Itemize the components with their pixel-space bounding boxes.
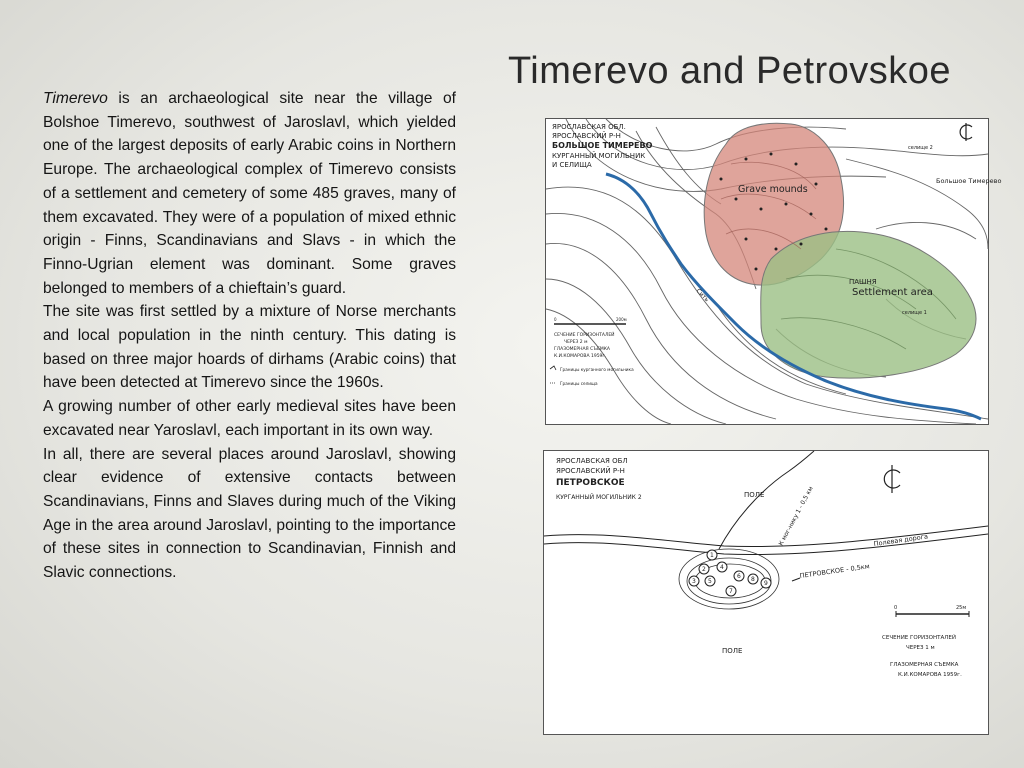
- mound-8: [748, 574, 758, 584]
- header-line-1: ЯРОСЛАВСКАЯ ОБЛ.: [552, 123, 626, 131]
- slide-title: Timerevo and Petrovskoe: [508, 50, 952, 92]
- svg-text:0: 0: [554, 317, 557, 322]
- mound-6: [734, 571, 744, 581]
- scale2-label: 25м: [956, 605, 967, 611]
- legend2-line-2: ЧЕРЕЗ 1 м: [906, 645, 935, 651]
- timerevo-legend: [550, 317, 634, 386]
- road-label: Полевая дорога: [873, 532, 929, 548]
- paragraph-4: In all, there are several places around Jaroslavl, showing clear evidence of extensive contacts between Scandinavians, Finns and Slaves during much of the Viking Age in the area around Jaroslavl, pointing to the importance of these sites in connection to Scandinavian, Finnish and Slavic connections.: [43, 445, 456, 582]
- timerevo-map: [545, 118, 1002, 425]
- petrovskoe-map: [543, 450, 989, 735]
- north-arrow-icon: [960, 123, 972, 141]
- petrovskoe-scale: [894, 605, 969, 617]
- legend-line-1: СЕЧЕНИЕ ГОРИЗОНТАЛЕЙ: [554, 333, 615, 338]
- river-label: Сить: [694, 287, 711, 304]
- mound-5: [705, 576, 715, 586]
- legend-line-4: К.И.КОМАРОВА 1959г.: [554, 354, 607, 359]
- mound-group: [689, 550, 771, 596]
- svg-text:5: 5: [708, 578, 712, 585]
- petrovskoe-legend: [882, 634, 962, 678]
- paragraph-2: The site was first settled by a mixture of Norse merchants and local population in the ninth century. This dating is based on three major hoards of dirhams (Arabic coins) that have been detected at Timerevo since the 1960s.: [43, 303, 456, 392]
- header-line-2: ЯРОСЛАВСКИЙ Р-Н: [552, 132, 621, 140]
- header-line-4: КУРГАННЫЙ МОГИЛЬНИК: [552, 152, 646, 160]
- scale2-zero: 0: [894, 605, 898, 611]
- grave-mounds-label: Grave mounds: [738, 184, 808, 195]
- village-label: Большое Тимерево: [936, 177, 1002, 185]
- mound-7: [726, 586, 736, 596]
- header2-line-2: ЯРОСЛАВСКИЙ Р-Н: [556, 467, 625, 475]
- header2-line-4: КУРГАННЫЙ МОГИЛЬНИК 2: [556, 494, 642, 501]
- mound-4: [717, 562, 727, 572]
- paragraph-3: A growing number of other early medieval sites have been excavated near Yaroslavl, each important in its own way.: [43, 398, 456, 439]
- legend-line-6: Границы селища: [560, 381, 598, 386]
- svg-text:4: 4: [720, 564, 724, 571]
- svg-text:6: 6: [737, 573, 741, 580]
- selishche-2-label: селище 2: [908, 145, 933, 151]
- petrovskoe-map-header: [556, 457, 642, 501]
- mound-9: [761, 578, 771, 588]
- paragraph-1-rest: is an archaeological site near the village of Bolshoe Timerevo, southwest of Jaroslavl, which yielded one of the largest deposits of early Arabic coins in Northern Europe. The archaeological complex of Timerevo consists of a settlement and cemetery of some 485 graves, many of them excavated. They were of a population of mixed ethnic origin - Finns, Scandinavians and Slavs - in which the Finno-Ugrian element was dominant. Some graves belonged to members of a chieftain’s guard.: [43, 90, 456, 297]
- legend-line-5: Границы курганного могильника: [560, 367, 634, 372]
- mound-2: [699, 564, 709, 574]
- legend2-line-4: К.И.КОМАРОВА 1959г.: [898, 672, 962, 678]
- mound-1: [707, 550, 717, 560]
- petrovskoe-map-drawing: [544, 451, 988, 734]
- north-arrow-2-icon: [884, 465, 900, 493]
- paragraph-1: [43, 87, 456, 300]
- lead-term: Timerevo: [43, 90, 108, 107]
- svg-text:7: 7: [729, 588, 733, 595]
- legend-line-3: ГЛАЗОМЕРНАЯ СЪЕМКА: [554, 347, 610, 352]
- to-mogilnik-label: К мог-нику 1 - 0,5 км: [777, 485, 815, 547]
- field-top-label: ПОЛЕ: [744, 491, 765, 499]
- svg-text:9: 9: [764, 580, 768, 587]
- header2-line-1: ЯРОСЛАВСКАЯ ОБЛ: [556, 457, 628, 465]
- svg-text:1: 1: [710, 552, 714, 559]
- timerevo-map-drawing: [546, 119, 1002, 424]
- scale-label: 200м: [616, 317, 627, 322]
- header-line-5: И СЕЛИЩА: [552, 161, 592, 169]
- header-line-3: БОЛЬШОЕ ТИМЕРЕВО: [552, 141, 653, 150]
- legend2-line-3: ГЛАЗОМЕРНАЯ СЪЕМКА: [890, 662, 959, 668]
- selishche-1-label: селище 1: [902, 310, 927, 316]
- to-petrovskoe-label: ПЕТРОВСКОЕ - 0,5км: [799, 562, 871, 580]
- field-bottom-label: ПОЛЕ: [722, 647, 743, 655]
- mound-3: [689, 576, 699, 586]
- settlement-area-label: Settlement area: [852, 287, 933, 298]
- legend2-line-1: СЕЧЕНИЕ ГОРИЗОНТАЛЕЙ: [882, 635, 956, 641]
- svg-text:3: 3: [692, 578, 696, 585]
- body-text: [43, 87, 456, 585]
- settlement-small-label: ПАШНЯ: [849, 278, 877, 286]
- legend-line-2: ЧЕРЕЗ 2 м: [564, 340, 588, 345]
- header2-line-3: ПЕТРОВСКОЕ: [556, 478, 625, 488]
- svg-text:2: 2: [702, 566, 706, 573]
- svg-text:8: 8: [751, 576, 755, 583]
